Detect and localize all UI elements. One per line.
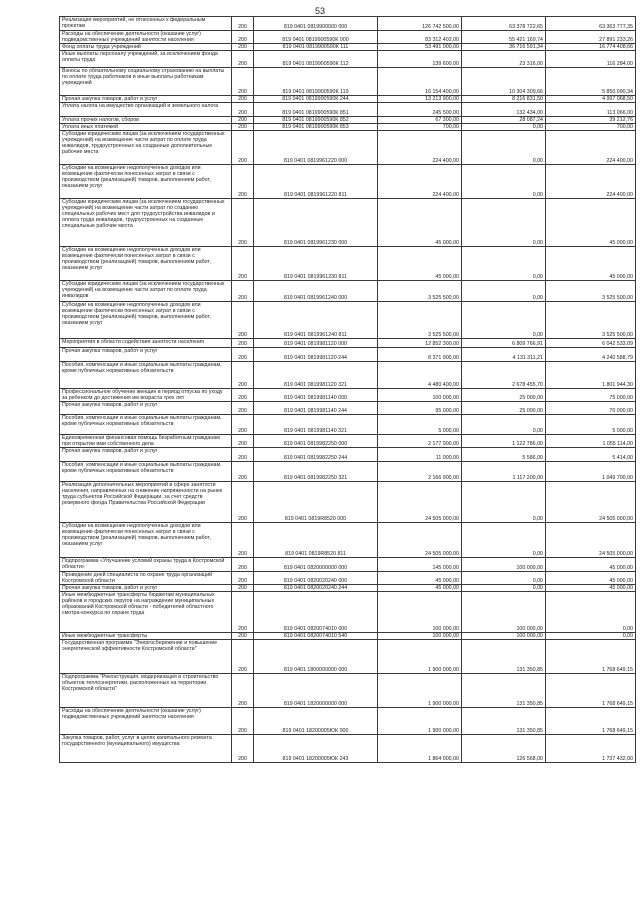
- unexecuted-amount-cell: 224 400,00: [546, 131, 636, 165]
- table-row: [60, 348, 636, 362]
- table-row: [60, 103, 636, 117]
- unexecuted-amount-cell: 3 525 500,00: [546, 281, 636, 302]
- row-name-cell: Субсидии юридическим лицам (за исключением государственных учреждений) на возмещение части затрат по созданию специальных рабочих мест для трудоустройства инвалидов и оплата труда инвалидов, трудоустроенных на созданные специальные рабочие места: [60, 199, 232, 247]
- table-row: [60, 124, 636, 131]
- unexecuted-amount-cell: 4 997 068,50: [546, 96, 636, 103]
- unexecuted-amount-cell: 45 000,00: [546, 572, 636, 585]
- executed-amount-cell: 126 568,00: [462, 735, 546, 763]
- budget-code-cell: 819 0401 1820000000 000: [254, 674, 378, 708]
- executed-amount-cell: 1 122 786,00: [462, 435, 546, 448]
- approved-amount-cell: 3 525 500,00: [378, 302, 462, 339]
- budget-code-cell: 819 0401 0819961220 811: [254, 165, 378, 199]
- budget-code-cell: 819 0401 1800000000 000: [254, 640, 378, 674]
- table-row: [60, 389, 636, 402]
- table-row: [60, 640, 636, 674]
- executed-amount-cell: 2 678 455,70: [462, 362, 546, 389]
- row-code-cell: 200: [232, 348, 254, 362]
- unexecuted-amount-cell: 1 737 432,00: [546, 735, 636, 763]
- approved-amount-cell: 139 600,00: [378, 51, 462, 68]
- row-code-cell: 200: [232, 281, 254, 302]
- approved-amount-cell: 126 742 500,00: [378, 17, 462, 31]
- row-name-cell: Иные межбюджетные трансферты бюджетам муниципальных районов и городских округов на награждение муниципальных образований Костромской области - победителей областного смотра-конкурса по охране труда: [60, 592, 232, 633]
- unexecuted-amount-cell: 45 000,00: [546, 585, 636, 592]
- row-code-cell: 200: [232, 708, 254, 735]
- row-name-cell: Субсидии на возмещение недополученных доходов или возмещение фактически понесенных затрат в связи с производством (реализацией) товаров, выполнением работ, оказанием услуг: [60, 165, 232, 199]
- executed-amount-cell: 23 316,00: [462, 51, 546, 68]
- budget-code-cell: 819 0401 0819982250 244: [254, 448, 378, 462]
- table-row: [60, 402, 636, 415]
- row-name-cell: Субсидии юридическим лицам (за исключением государственных учреждений) на возмещение части затрат по оплате труда инвалидов, трудоустроенных на созданные дополнительные рабочие места: [60, 131, 232, 165]
- row-name-cell: Подпрограмма "Реконструкция, модернизация и строительство объектов теплоэнергетики, расположенных на территории Костромской области": [60, 674, 232, 708]
- row-code-cell: 200: [232, 482, 254, 523]
- approved-amount-cell: 4 480 400,00: [378, 362, 462, 389]
- row-code-cell: 200: [232, 17, 254, 31]
- budget-code-cell: 819 0401 0819900590К 111: [254, 44, 378, 51]
- budget-code-cell: 819 0401 0819981120 244: [254, 348, 378, 362]
- row-name-cell: Уплата иных платежей: [60, 124, 232, 131]
- row-code-cell: 200: [232, 31, 254, 44]
- approved-amount-cell: 67 300,00: [378, 117, 462, 124]
- budget-code-cell: 819 0401 0820020240 000: [254, 572, 378, 585]
- row-name-cell: Фонд оплаты труда учреждений: [60, 44, 232, 51]
- budget-code-cell: 819 0401 0819900590К 852: [254, 117, 378, 124]
- row-code-cell: 200: [232, 674, 254, 708]
- budget-code-cell: 819 0401 18200005ЮК 243: [254, 735, 378, 763]
- unexecuted-amount-cell: 6 042 533,09: [546, 339, 636, 348]
- row-name-cell: Субсидии на возмещение недополученных доходов или возмещение фактически понесенных затрат в связи с производством (реализацией) товаров, выполнением работ, оказанием услуг: [60, 523, 232, 558]
- unexecuted-amount-cell: 24 505 000,00: [546, 523, 636, 558]
- executed-amount-cell: 0,00: [462, 585, 546, 592]
- row-name-cell: Реализация дополнительных мероприятий в сфере занятости населения, направленных на снижение напряженности на рынке труда субъектов Российской Федерации, за счет средств резервного фонда Правительства Российской Федерации: [60, 482, 232, 523]
- unexecuted-amount-cell: 1 768 649,15: [546, 674, 636, 708]
- row-code-cell: 200: [232, 462, 254, 482]
- unexecuted-amount-cell: 4 240 588,79: [546, 348, 636, 362]
- row-name-cell: Расходы на обеспечение деятельности (оказание услуг) подведомственных учреждений занятости населения: [60, 31, 232, 44]
- row-code-cell: 200: [232, 68, 254, 96]
- unexecuted-amount-cell: 5 414,00: [546, 448, 636, 462]
- budget-code-cell: 819 0401 0820000000 000: [254, 558, 378, 572]
- table-row: [60, 585, 636, 592]
- row-code-cell: 200: [232, 448, 254, 462]
- executed-amount-cell: 0,00: [462, 247, 546, 281]
- row-code-cell: 200: [232, 131, 254, 165]
- table-row: [60, 435, 636, 448]
- approved-amount-cell: 245 500,00: [378, 103, 462, 117]
- executed-amount-cell: 0,00: [462, 131, 546, 165]
- unexecuted-amount-cell: 45 000,00: [546, 247, 636, 281]
- table-row: [60, 51, 636, 68]
- approved-amount-cell: 100 000,00: [378, 389, 462, 402]
- budget-code-cell: 819 0401 0819982250 000: [254, 435, 378, 448]
- approved-amount-cell: 700,00: [378, 124, 462, 131]
- row-code-cell: 200: [232, 339, 254, 348]
- unexecuted-amount-cell: 0,00: [546, 633, 636, 640]
- approved-amount-cell: 45 000,00: [378, 199, 462, 247]
- approved-amount-cell: 11 000,00: [378, 448, 462, 462]
- executed-amount-cell: 10 304 309,66: [462, 68, 546, 96]
- budget-code-cell: 819 0401 18200005ЮК 000: [254, 708, 378, 735]
- budget-code-cell: 819 0401 0819900590К 851: [254, 103, 378, 117]
- table-row: [60, 558, 636, 572]
- unexecuted-amount-cell: 63 363 777,35: [546, 17, 636, 31]
- row-name-cell: Закупка товаров, работ, услуг в целях капитального ремонта государственного (муниципального) имущества: [60, 735, 232, 763]
- row-code-cell: 200: [232, 302, 254, 339]
- row-code-cell: 200: [232, 633, 254, 640]
- table-row: [60, 302, 636, 339]
- table-row: [60, 44, 636, 51]
- table-row: [60, 339, 636, 348]
- row-code-cell: 200: [232, 362, 254, 389]
- executed-amount-cell: 100 000,00: [462, 558, 546, 572]
- unexecuted-amount-cell: 16 774 408,66: [546, 44, 636, 51]
- unexecuted-amount-cell: 45 000,00: [546, 199, 636, 247]
- executed-amount-cell: 36 716 591,34: [462, 44, 546, 51]
- table-row: [60, 735, 636, 763]
- approved-amount-cell: 12 852 300,00: [378, 339, 462, 348]
- table-row: [60, 708, 636, 735]
- executed-amount-cell: 25 000,00: [462, 402, 546, 415]
- executed-amount-cell: 5 586,00: [462, 448, 546, 462]
- approved-amount-cell: 8 371 900,00: [378, 348, 462, 362]
- row-code-cell: 200: [232, 523, 254, 558]
- budget-code-cell: 819 0401 0819981140 000: [254, 389, 378, 402]
- row-name-cell: Пособия, компенсации и иные социальные выплаты гражданам, кроме публичных нормативных обязательств: [60, 362, 232, 389]
- unexecuted-amount-cell: 70 000,00: [546, 402, 636, 415]
- row-code-cell: 200: [232, 558, 254, 572]
- executed-amount-cell: 131 350,85: [462, 640, 546, 674]
- row-code-cell: 200: [232, 199, 254, 247]
- row-name-cell: Уплата прочих налогов, сборов: [60, 117, 232, 124]
- approved-amount-cell: 224 400,00: [378, 165, 462, 199]
- row-name-cell: Субсидии на возмещение недополученных доходов или возмещение фактически понесенных затрат в связи с производством (реализацией) товаров, выполнением работ, оказанием услуг: [60, 247, 232, 281]
- executed-amount-cell: 0,00: [462, 281, 546, 302]
- row-name-cell: Иные межбюджетные трансферты: [60, 633, 232, 640]
- approved-amount-cell: 83 312 402,00: [378, 31, 462, 44]
- budget-code-cell: 819 0401 0819982250 321: [254, 462, 378, 482]
- row-code-cell: 200: [232, 103, 254, 117]
- row-code-cell: 200: [232, 402, 254, 415]
- unexecuted-amount-cell: 27 891 233,26: [546, 31, 636, 44]
- unexecuted-amount-cell: 5 000,00: [546, 415, 636, 435]
- unexecuted-amount-cell: 700,00: [546, 124, 636, 131]
- executed-amount-cell: 1 117 200,00: [462, 462, 546, 482]
- row-code-cell: 200: [232, 117, 254, 124]
- row-code-cell: 200: [232, 735, 254, 763]
- budget-code-cell: 819 0401 0820020240 244: [254, 585, 378, 592]
- table-row: [60, 482, 636, 523]
- budget-code-cell: 819 0401 0819981140 321: [254, 415, 378, 435]
- executed-amount-cell: 0,00: [462, 482, 546, 523]
- budget-code-cell: 819 0401 0819900590К 112: [254, 51, 378, 68]
- executed-amount-cell: 100 000,00: [462, 633, 546, 640]
- row-name-cell: Субсидии юридическим лицам (за исключением государственных учреждений) на возмещение части затрат по оплате труда инвалидов: [60, 281, 232, 302]
- budget-code-cell: 819 0401 0819900590К 244: [254, 96, 378, 103]
- executed-amount-cell: 4 131 311,21: [462, 348, 546, 362]
- table-row: [60, 131, 636, 165]
- approved-amount-cell: 24 505 000,00: [378, 523, 462, 558]
- executed-amount-cell: 28 087,24: [462, 117, 546, 124]
- budget-code-cell: 819 0401 0819961220 000: [254, 131, 378, 165]
- executed-amount-cell: 131 350,85: [462, 674, 546, 708]
- table-row: [60, 415, 636, 435]
- row-name-cell: Государственная программа "Энергосбережение и повышение энергетической эффективности Костромской области": [60, 640, 232, 674]
- executed-amount-cell: 0,00: [462, 124, 546, 131]
- approved-amount-cell: 45 000,00: [378, 585, 462, 592]
- table-row: [60, 117, 636, 124]
- row-name-cell: Прочая закупка товаров, работ и услуг: [60, 96, 232, 103]
- budget-code-cell: 819 0401 0819R8520 811: [254, 523, 378, 558]
- executed-amount-cell: 131 350,85: [462, 708, 546, 735]
- table-row: [60, 96, 636, 103]
- row-name-cell: Прочая закупка товаров, работ и услуг: [60, 402, 232, 415]
- table-row: [60, 633, 636, 640]
- approved-amount-cell: 45 000,00: [378, 247, 462, 281]
- row-name-cell: Пособия, компенсации и иные социальные выплаты гражданам, кроме публичных нормативных обязательств: [60, 415, 232, 435]
- executed-amount-cell: 55 421 169,74: [462, 31, 546, 44]
- executed-amount-cell: 8 216 831,50: [462, 96, 546, 103]
- approved-amount-cell: 145 000,00: [378, 558, 462, 572]
- executed-amount-cell: 132 434,00: [462, 103, 546, 117]
- row-name-cell: Иные выплаты персоналу учреждений, за исключением фонда оплаты труда: [60, 51, 232, 68]
- budget-code-cell: 819 0401 0819981120 321: [254, 362, 378, 389]
- row-name-cell: Взносы по обязательному социальному страхованию на выплаты по оплате труда работников и иные выплаты работникам учреждений: [60, 68, 232, 96]
- unexecuted-amount-cell: 224 400,00: [546, 165, 636, 199]
- table-row: [60, 362, 636, 389]
- executed-amount-cell: 0,00: [462, 165, 546, 199]
- budget-code-cell: 819 0401 0820074010 000: [254, 592, 378, 633]
- row-code-cell: 200: [232, 44, 254, 51]
- row-code-cell: 200: [232, 585, 254, 592]
- budget-code-cell: 819 0401 0819981120 000: [254, 339, 378, 348]
- budget-code-cell: 819 0401 0819900590К 119: [254, 68, 378, 96]
- row-code-cell: 200: [232, 592, 254, 633]
- table-row: [60, 523, 636, 558]
- approved-amount-cell: 13 213 900,00: [378, 96, 462, 103]
- approved-amount-cell: 95 000,00: [378, 402, 462, 415]
- row-name-cell: Прочая закупка товаров, работ и услуг: [60, 585, 232, 592]
- executed-amount-cell: 25 000,00: [462, 389, 546, 402]
- row-code-cell: 200: [232, 415, 254, 435]
- executed-amount-cell: 100 000,00: [462, 592, 546, 633]
- table-body: [60, 17, 636, 763]
- executed-amount-cell: 0,00: [462, 415, 546, 435]
- unexecuted-amount-cell: 116 284,00: [546, 51, 636, 68]
- budget-code-cell: 819 0401 0819981140 244: [254, 402, 378, 415]
- approved-amount-cell: 100 000,00: [378, 633, 462, 640]
- approved-amount-cell: 1 900 000,00: [378, 674, 462, 708]
- budget-code-cell: 819 0401 0819961230 811: [254, 247, 378, 281]
- approved-amount-cell: 5 000,00: [378, 415, 462, 435]
- executed-amount-cell: 0,00: [462, 199, 546, 247]
- approved-amount-cell: 1 900 000,00: [378, 708, 462, 735]
- table-row: [60, 199, 636, 247]
- unexecuted-amount-cell: 75 000,00: [546, 389, 636, 402]
- row-code-cell: 200: [232, 165, 254, 199]
- budget-code-cell: 819 0401 0820074010 540: [254, 633, 378, 640]
- budget-code-cell: 819 0401 0819R8520 000: [254, 482, 378, 523]
- row-code-cell: 200: [232, 124, 254, 131]
- table-row: [60, 592, 636, 633]
- budget-code-cell: 819 0401 0819961240 000: [254, 281, 378, 302]
- table-row: [60, 281, 636, 302]
- executed-amount-cell: 6 809 766,91: [462, 339, 546, 348]
- budget-code-cell: 819 0401 0819961240 811: [254, 302, 378, 339]
- budget-code-cell: 819 0401 0819900590К 853: [254, 124, 378, 131]
- table-row: [60, 674, 636, 708]
- row-name-cell: Единовременная финансовая помощь безработным гражданам при открытии ими собственного дела: [60, 435, 232, 448]
- executed-amount-cell: 0,00: [462, 302, 546, 339]
- approved-amount-cell: 224 400,00: [378, 131, 462, 165]
- row-name-cell: Реализация мероприятий, не отнесенных к федеральным проектам: [60, 17, 232, 31]
- unexecuted-amount-cell: 0,00: [546, 592, 636, 633]
- budget-code-cell: 819 0401 0819900000 000: [254, 17, 378, 31]
- approved-amount-cell: 1 900 000,00: [378, 640, 462, 674]
- budget-code-cell: 819 0401 0819961230 000: [254, 199, 378, 247]
- table-row: [60, 68, 636, 96]
- page-number: 53: [314, 6, 325, 16]
- row-name-cell: Пособия, компенсации и иные социальные выплаты гражданам, кроме публичных нормативных обязательств: [60, 462, 232, 482]
- budget-code-cell: 819 0401 0819900590К 000: [254, 31, 378, 44]
- executed-amount-cell: 0,00: [462, 572, 546, 585]
- table-row: [60, 17, 636, 31]
- row-name-cell: Уплата налога на имущество организаций и земельного налога: [60, 103, 232, 117]
- row-name-cell: Прочая закупка товаров, работ и услуг: [60, 348, 232, 362]
- budget-execution-table: [59, 16, 636, 763]
- approved-amount-cell: 2 166 900,00: [378, 462, 462, 482]
- row-name-cell: Проведение дней специалиста по охране труда организаций Костромской области: [60, 572, 232, 585]
- unexecuted-amount-cell: 1 768 649,15: [546, 708, 636, 735]
- unexecuted-amount-cell: 3 525 500,00: [546, 302, 636, 339]
- executed-amount-cell: 0,00: [462, 523, 546, 558]
- executed-amount-cell: 63 378 722,65: [462, 17, 546, 31]
- row-code-cell: 200: [232, 389, 254, 402]
- approved-amount-cell: 24 505 000,00: [378, 482, 462, 523]
- table-row: [60, 247, 636, 281]
- unexecuted-amount-cell: 39 212,76: [546, 117, 636, 124]
- approved-amount-cell: 3 525 500,00: [378, 281, 462, 302]
- row-name-cell: Субсидии на возмещение недополученных доходов или возмещение фактически понесенных затрат в связи с производством (реализацией) товаров, выполнением работ, оказанием услуг: [60, 302, 232, 339]
- approved-amount-cell: 45 000,00: [378, 572, 462, 585]
- unexecuted-amount-cell: 24 505 000,00: [546, 482, 636, 523]
- unexecuted-amount-cell: 45 000,00: [546, 558, 636, 572]
- table-row: [60, 462, 636, 482]
- approved-amount-cell: 2 177 900,00: [378, 435, 462, 448]
- table-row: [60, 31, 636, 44]
- table-row: [60, 165, 636, 199]
- row-name-cell: Подпрограмма «Улучшение условий охраны труда в Костромской области»: [60, 558, 232, 572]
- unexecuted-amount-cell: 1 801 944,30: [546, 362, 636, 389]
- row-name-cell: Расходы на обеспечение деятельности (оказание услуг) подведомственных учреждений занятости населения: [60, 708, 232, 735]
- approved-amount-cell: 100 000,00: [378, 592, 462, 633]
- unexecuted-amount-cell: 113 066,00: [546, 103, 636, 117]
- unexecuted-amount-cell: 1 049 700,00: [546, 462, 636, 482]
- approved-amount-cell: 16 154 400,00: [378, 68, 462, 96]
- row-code-cell: 200: [232, 435, 254, 448]
- unexecuted-amount-cell: 5 850 090,34: [546, 68, 636, 96]
- table-row: [60, 572, 636, 585]
- approved-amount-cell: 53 491 000,00: [378, 44, 462, 51]
- row-code-cell: 200: [232, 96, 254, 103]
- approved-amount-cell: 1 864 000,00: [378, 735, 462, 763]
- unexecuted-amount-cell: 1 768 649,15: [546, 640, 636, 674]
- row-name-cell: Прочая закупка товаров, работ и услуг: [60, 448, 232, 462]
- unexecuted-amount-cell: 1 055 114,00: [546, 435, 636, 448]
- row-name-cell: Мероприятия в области содействия занятости населения: [60, 339, 232, 348]
- table-row: [60, 448, 636, 462]
- row-code-cell: 200: [232, 572, 254, 585]
- row-name-cell: Профессиональное обучение женщин в период отпуска по уходу за ребенком до достижения им возраста трех лет: [60, 389, 232, 402]
- row-code-cell: 200: [232, 247, 254, 281]
- row-code-cell: 200: [232, 640, 254, 674]
- row-code-cell: 200: [232, 51, 254, 68]
